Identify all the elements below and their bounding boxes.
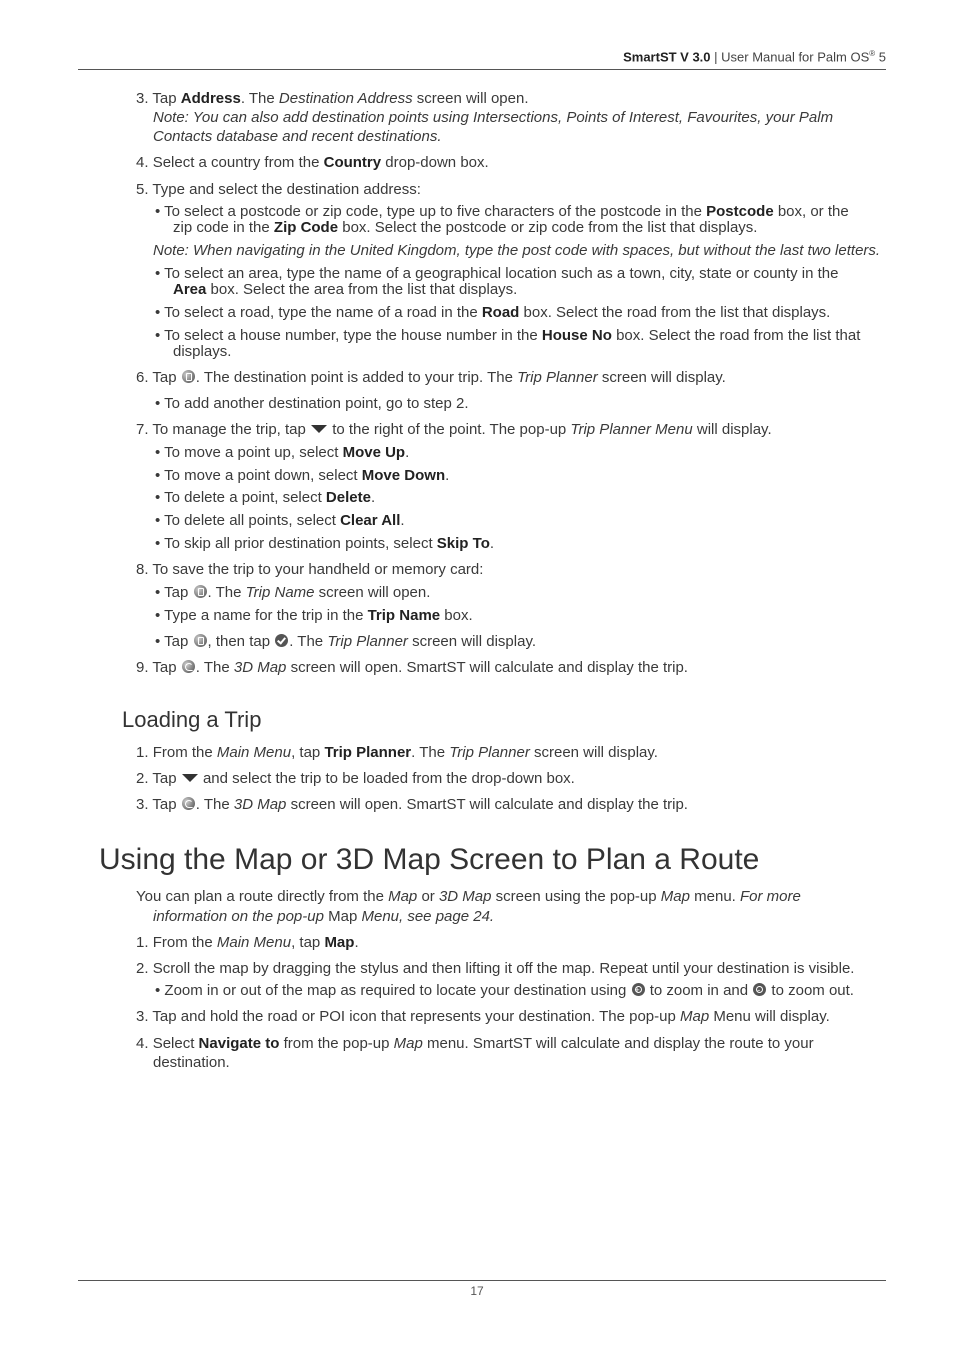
step-6: 6. Tap . The destination point is added to your trip. The Trip Planner screen will display. <box>136 369 726 386</box>
checkmark-icon <box>275 634 288 647</box>
map-step-4-cont: destination. <box>153 1054 230 1071</box>
note-line: Note: When navigating in the United Kingdom, type the post code with spaces, but without the last two letters. <box>153 242 881 259</box>
step-4: 4. Select a country from the Country drop-down box. <box>136 154 489 171</box>
bullet-postcode-cont: zip code in the Zip Code box. Select the postcode or zip code from the list that displays. <box>173 219 758 236</box>
bullet-delete: • To delete a point, select Delete. <box>155 489 376 506</box>
save-icon <box>194 585 207 598</box>
footer-rule <box>78 1280 886 1281</box>
step-3 <box>136 89 529 108</box>
loading-step-2: 2. Tap and select the trip to be loaded from the drop-down box. <box>136 770 575 787</box>
step-number: 3. <box>136 90 149 107</box>
navigate-icon <box>182 660 195 673</box>
add-destination-icon <box>182 370 195 383</box>
step-9: 9. Tap . The 3D Map screen will open. SmartST will calculate and display the trip. <box>136 659 688 676</box>
header-separator: | <box>710 49 722 65</box>
dropdown-arrow-icon <box>182 774 198 782</box>
loading-step-1: 1. From the Main Menu, tap Trip Planner. The Trip Planner screen will display. <box>136 744 658 761</box>
section-heading-loading-trip: Loading a Trip <box>122 707 262 732</box>
step-text: . The <box>240 90 279 107</box>
zoom-in-icon <box>632 983 645 996</box>
step-text: Tap <box>152 90 181 107</box>
map-intro: You can plan a route directly from the Map or 3D Map screen using the pop-up Map menu. For more <box>136 888 801 905</box>
header-manual: User Manual for Palm OS <box>721 49 870 65</box>
step-5: 5. Type and select the destination address: <box>136 181 421 198</box>
bullet-house: • To select a house number, type the house number in the House No box. Select the road from the list that <box>155 327 861 344</box>
section-heading-map-route: Using the Map or 3D Map Screen to Plan a Route <box>99 843 760 876</box>
bullet-move-up: • To move a point up, select Move Up. <box>155 444 410 461</box>
step-7: 7. To manage the trip, tap to the right of the point. The pop-up Trip Planner Menu will display. <box>136 421 772 438</box>
bullet-zoom: • Zoom in or out of the map as required to locate your destination using + to zoom in and - to zoom out. <box>155 981 854 1000</box>
navigate-icon <box>182 797 195 810</box>
note-line: Note: You can also add destination points using Intersections, Points of Interest, Favourites, your Palm <box>153 109 834 126</box>
page-number: 17 <box>470 1284 484 1298</box>
bullet-area: • To select an area, type the name of a geographical location such as a town, city, state or county in the <box>155 265 839 282</box>
loading-step-3: 3. Tap . The 3D Map screen will open. SmartST will calculate and display the trip. <box>136 796 688 813</box>
header-registered: ® <box>869 49 876 58</box>
bullet-move-down: • To move a point down, select Move Down. <box>155 467 450 484</box>
save-icon <box>194 634 207 647</box>
header-version: 5 <box>875 49 886 65</box>
bullet-area-cont: Area box. Select the area from the list that displays. <box>173 281 518 298</box>
bullet-house-cont: displays. <box>173 343 232 360</box>
bullet-save-confirm: • Tap , then tap . The Trip Planner screen will display. <box>155 633 537 650</box>
step-text: screen will open. <box>412 90 529 107</box>
bullet-postcode: • To select a postcode or zip code, type up to five characters of the postcode in the Postcode box, or the <box>155 203 849 220</box>
bullet-clear-all: • To delete all points, select Clear All. <box>155 512 405 529</box>
page-header <box>78 49 886 70</box>
map-step-3: 3. Tap and hold the road or POI icon that represents your destination. The pop-up Map Menu will display. <box>136 1008 830 1025</box>
dropdown-arrow-icon <box>311 425 327 433</box>
step-8: 8. To save the trip to your handheld or memory card: <box>136 561 484 578</box>
ui-term: Country <box>323 154 382 171</box>
bullet-trip-name: • Type a name for the trip in the Trip Name box. <box>155 607 473 624</box>
ui-term: Address <box>180 90 241 107</box>
header-product: SmartST V 3.0 <box>623 49 711 65</box>
map-step-2: 2. Scroll the map by dragging the stylus and then lifting it off the map. Repeat until your destination is visible. <box>136 960 855 977</box>
bullet-road: • To select a road, type the name of a road in the Road box. Select the road from the list that displays. <box>155 304 831 321</box>
map-step-1: 1. From the Main Menu, tap Map. <box>136 934 359 951</box>
screen-name: Destination Address <box>278 90 413 107</box>
zoom-out-icon <box>753 983 766 996</box>
bullet-tap-save: • Tap . The Trip Name screen will open. <box>155 584 431 601</box>
bullet-add-another: • To add another destination point, go to step 2. <box>155 395 469 412</box>
map-step-4: 4. Select Navigate to from the pop-up Map menu. SmartST will calculate and display the route to your <box>136 1035 814 1052</box>
map-intro-cont: information on the pop-up Map Menu, see page 24. <box>153 908 495 925</box>
bullet-skip-to: • To skip all prior destination points, select Skip To. <box>155 535 495 552</box>
note-line: Contacts database and recent destinations. <box>153 128 442 145</box>
